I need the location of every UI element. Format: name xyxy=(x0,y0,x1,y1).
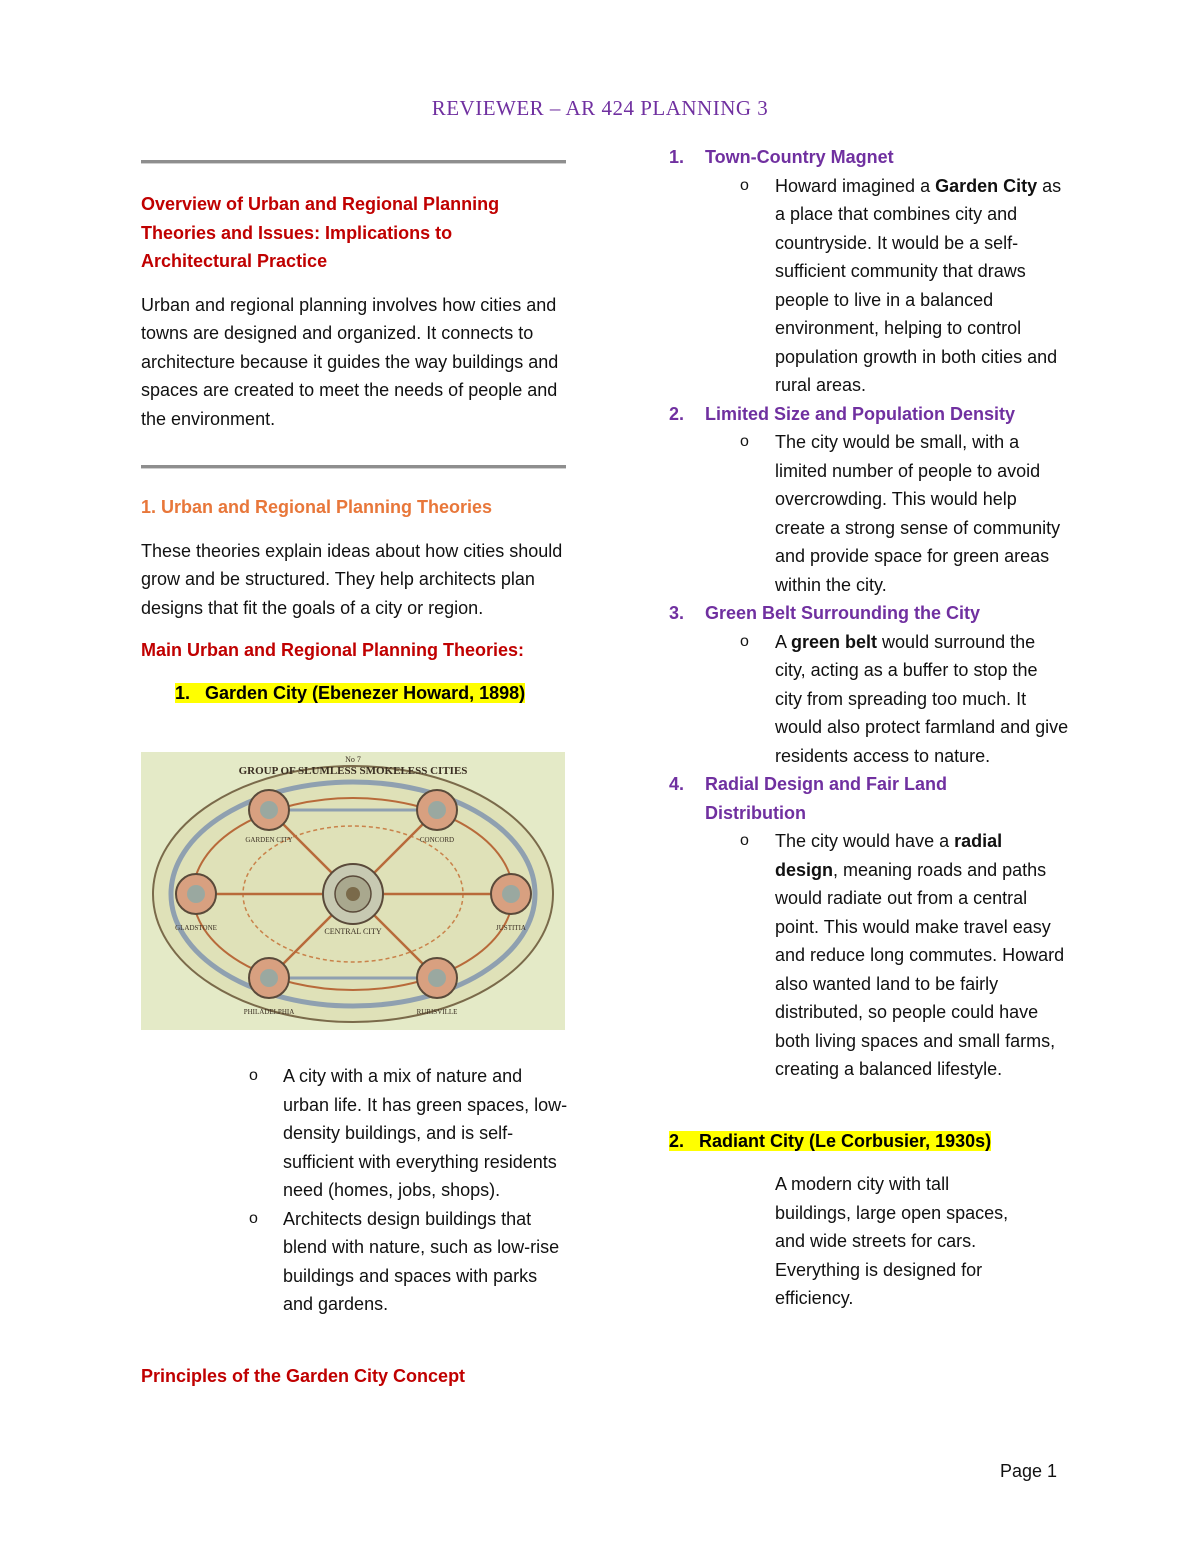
section-divider xyxy=(141,465,566,469)
diagram-town-label: GARDEN CITY xyxy=(245,836,293,844)
page-number: Page 1 xyxy=(999,1461,1057,1481)
central-city-node xyxy=(323,864,383,924)
radiant-city-title-highlight xyxy=(669,1131,991,1151)
main-theories-heading: Main Urban and Regional Planning Theories: xyxy=(141,640,525,660)
principle-description xyxy=(669,172,1069,400)
garden-city-title-highlight xyxy=(175,683,525,703)
principle-title-text: Radial Design and Fair Land Distribution xyxy=(705,774,948,823)
desc-text: would surround the city, acting as a buffer to stop the city from spreading too much. It would also protect farmland and give residents access to nature. xyxy=(775,631,1069,766)
diagram-town-label: GLADSTONE xyxy=(175,924,217,932)
principle-description xyxy=(669,827,1069,1084)
theories-heading: 1. Urban and Regional Planning Theories xyxy=(141,497,493,517)
principle-title xyxy=(669,400,1069,429)
principle-title-text: Town-Country Magnet xyxy=(705,147,894,167)
bullet-marker: o xyxy=(249,1067,258,1084)
radiant-city-title xyxy=(669,1127,1069,1156)
town-node xyxy=(491,874,531,914)
bullet-marker: o xyxy=(249,1209,258,1227)
desc-bold: Garden City xyxy=(935,175,1038,196)
list-number: 4. xyxy=(669,774,685,794)
principle-title xyxy=(669,770,1069,827)
garden-city-title xyxy=(141,679,566,708)
bullet-text: A city with a mix of nature and urban life. It has green spaces, low-density buildings, and is self-sufficient with everything residents need (homes, jobs, shops). xyxy=(283,1066,568,1200)
principles-heading: Principles of the Garden City Concept xyxy=(141,1366,466,1386)
theories-body: These theories explain ideas about how cities should grow and be structured. They help architects plan designs that fit the goals of a city or region. xyxy=(141,540,563,618)
diagram-town-label: CONCORD xyxy=(419,836,455,844)
list-number: 1. xyxy=(175,682,191,703)
principle-title-text: Limited Size and Population Density xyxy=(705,403,1016,424)
diagram-town-label: JUSTITIA xyxy=(496,924,526,932)
section-divider xyxy=(141,160,566,164)
town-node xyxy=(417,958,457,998)
principle-description xyxy=(669,428,1069,599)
radiant-city-body: A modern city with tall buildings, large open spaces, and wide streets for cars. Everything is designed for efficiency. xyxy=(775,1174,1009,1308)
bullet-marker: o xyxy=(740,832,749,849)
desc-text: The city would be small, with a limited number of people to avoid overcrowding. This would help create a strong sense of community and provide space for green areas within the city. xyxy=(775,432,1061,595)
principle-item xyxy=(669,770,1069,1084)
principle-item xyxy=(669,599,1069,770)
diagram-center-label: CENTRAL CITY xyxy=(324,927,382,936)
desc-bold: green belt xyxy=(791,631,878,652)
principle-title xyxy=(669,143,1069,172)
list-title: Radiant City (Le Corbusier, 1930s) xyxy=(699,1130,992,1151)
desc-text: The city would have a xyxy=(775,831,955,851)
garden-city-diagram xyxy=(141,752,565,1030)
town-node xyxy=(417,790,457,830)
list-number: 1. xyxy=(669,147,685,167)
left-column xyxy=(141,150,566,707)
overview-body: Urban and regional planning involves how cities and towns are designed and organized. It connects to architecture because it guides the way buildings and spaces are created to meet the needs of people and the environment. xyxy=(141,294,559,429)
diagram-town-label: RURISVILLE xyxy=(416,1008,458,1016)
list-number: 2. xyxy=(669,1130,685,1151)
bullet-marker: o xyxy=(740,632,749,650)
desc-text: as a place that combines city and countryside. It would be a self-sufficient community that draws people to live in a balanced environment, helping to control population growth in both cities and rural areas. xyxy=(775,175,1062,395)
principle-description xyxy=(669,628,1069,771)
list-number: 2. xyxy=(669,403,685,424)
list-title: Garden City (Ebenezer Howard, 1898) xyxy=(205,682,526,703)
principle-title xyxy=(669,599,1069,628)
town-node xyxy=(249,958,289,998)
bullet-marker: o xyxy=(740,433,749,450)
principle-item xyxy=(669,143,1069,400)
left-column-lower xyxy=(249,1062,569,1319)
principle-item xyxy=(669,400,1069,600)
list-item xyxy=(249,1062,569,1205)
bullet-text: Architects design buildings that blend with nature, such as low-rise buildings and spaces with parks and gardens. xyxy=(283,1208,560,1314)
garden-city-bullets xyxy=(249,1062,569,1319)
page-title: REVIEWER – AR 424 PLANNING 3 xyxy=(431,96,769,120)
desc-text: A xyxy=(775,631,792,652)
diagram-town-label: PHILADELPHIA xyxy=(243,1008,295,1016)
principle-title-text: Green Belt Surrounding the City xyxy=(705,603,981,623)
diagram-number: No 7 xyxy=(345,755,361,764)
town-node xyxy=(176,874,216,914)
desc-text: , meaning roads and paths would radiate out from a central point. This would make travel easy and reduce long commutes. Howard also wanted land to be fairly distributed, so people could have both living spaces and small farms, creating a balanced lifestyle. xyxy=(775,859,1065,1079)
desc-bold: radial design xyxy=(775,831,1003,880)
list-number: 3. xyxy=(669,603,685,623)
desc-text: Howard imagined a xyxy=(775,175,936,196)
bullet-marker: o xyxy=(740,176,749,194)
right-column xyxy=(669,143,1069,1313)
list-item xyxy=(249,1205,569,1319)
diagram-title: GROUP OF SLUMLESS SMOKELESS CITIES xyxy=(238,765,468,777)
overview-heading: Overview of Urban and Regional Planning Theories and Issues: Implications to Architectural Practice xyxy=(141,194,500,271)
garden-city-diagram-svg xyxy=(141,752,565,1030)
town-node xyxy=(249,790,289,830)
